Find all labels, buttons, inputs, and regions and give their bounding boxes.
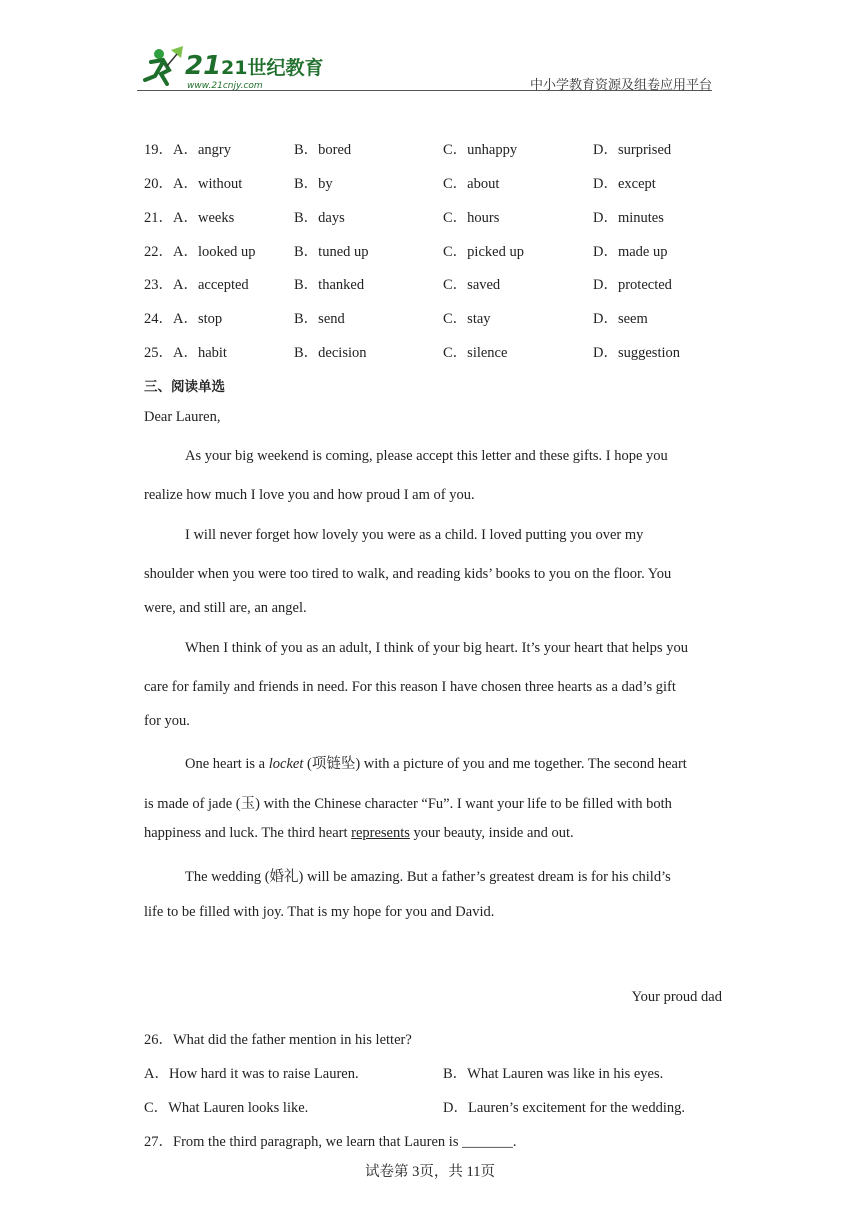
option-b: B．thanked [294,277,365,293]
page-header [137,40,712,92]
svg-text:www.21cnjy.com: www.21cnjy.com [187,81,263,91]
option-d: D．protected [593,277,672,293]
option-c: C．unhappy [443,142,518,158]
option-d: D．seem [593,311,648,327]
question-26-option-d: D．Lauren’s excitement for the wedding. [443,1100,685,1116]
option-b: B．send [294,311,345,327]
question-26-stem: 26．What did the father mention in his letter? [144,1032,412,1048]
letter-paragraph-line: realize how much I love you and how proud I am of you. [144,487,475,503]
question-26-option-a: A．How hard it was to raise Lauren. [144,1066,359,1082]
question-number: 24． [144,311,173,327]
option-a: A．without [173,176,243,192]
option-d: D．minutes [593,210,664,226]
option-a: A．accepted [173,277,249,293]
option-c: C．about [443,176,500,192]
letter-paragraph-line: shoulder when you were too tired to walk, and reading kids’ books to you on the floor. You [144,566,672,582]
option-d: D．made up [593,244,668,260]
header-divider [137,90,712,91]
letter-paragraph-line [185,752,687,773]
option-b: B．tuned up [294,244,369,260]
svg-text:21世纪教育: 21世纪教育 [221,57,324,79]
option-c: C．hours [443,210,500,226]
logo-21cnjy [137,40,327,92]
option-a: A．angry [173,142,231,158]
option-d: D．suggestion [593,345,680,361]
option-c: C．stay [443,311,491,327]
option-a: A．stop [173,311,223,327]
platform-name: 中小学教育资源及组卷应用平台 [529,78,712,93]
question-27-stem: 27．From the third paragraph, we learn that Lauren is _______. [144,1134,517,1150]
option-b: B．decision [294,345,367,361]
letter-paragraph-line: is made of jade (玉) with the Chinese character “Fu”. I want your life to be filled with both [144,796,672,812]
option-b: B．by [294,176,333,192]
option-c: C．saved [443,277,501,293]
letter-paragraph-line: care for family and friends in need. For this reason I have chosen three hearts as a dad’s gift [144,679,676,695]
letter-signature: Your proud dad [631,989,722,1005]
question-26-option-c: C．What Lauren looks like. [144,1100,309,1116]
letter-paragraph-line: I will never forget how lovely you were as a child. I loved putting you over my [185,527,644,543]
text-run: your beauty, inside and out. [409,825,574,841]
option-d: D．except [593,176,656,192]
option-a: A．weeks [173,210,235,226]
question-number: 20． [144,176,173,192]
option-c: C．silence [443,345,508,361]
section-title: 三、阅读单选 [144,379,225,395]
svg-text:21: 21 [185,51,222,81]
question-number: 22． [144,244,173,260]
option-b: B．bored [294,142,352,158]
letter-paragraph-line: life to be filled with joy. That is my hope for you and David. [144,904,495,920]
letter-paragraph-line: The wedding (婚礼) will be amazing. But a father’s greatest dream is for his child’s [185,869,671,885]
page-footer: 试卷第 3页，共 11页 [365,1164,495,1180]
question-number: 21． [144,210,173,226]
question-26-option-b: B．What Lauren was like in his eyes. [443,1066,664,1082]
letter-paragraph-line: As your big weekend is coming, please accept this letter and these gifts. I hope you [185,448,668,464]
letter-paragraph-line: were, and still are, an angel. [144,600,307,616]
option-c: C．picked up [443,244,524,260]
letter-greeting: Dear Lauren, [144,409,221,425]
option-b: B．days [294,210,345,226]
italic-word: locket [268,756,304,772]
text-run: happiness and luck. The third heart [144,825,352,841]
text-run: (项链坠) with a picture of you and me together. The second heart [303,756,687,772]
option-d: D．surprised [593,142,672,158]
option-a: A．looked up [173,244,256,260]
question-number: 19． [144,142,173,158]
letter-paragraph-line: When I think of you as an adult, I think of your big heart. It’s your heart that helps you [185,640,688,656]
text-run: One heart is a [185,756,269,772]
letter-paragraph-line: for you. [144,713,190,729]
option-a: A．habit [173,345,227,361]
letter-paragraph-line [144,825,574,842]
question-number: 25． [144,345,173,361]
underlined-word: represents [351,825,410,841]
question-number: 23． [144,277,173,293]
